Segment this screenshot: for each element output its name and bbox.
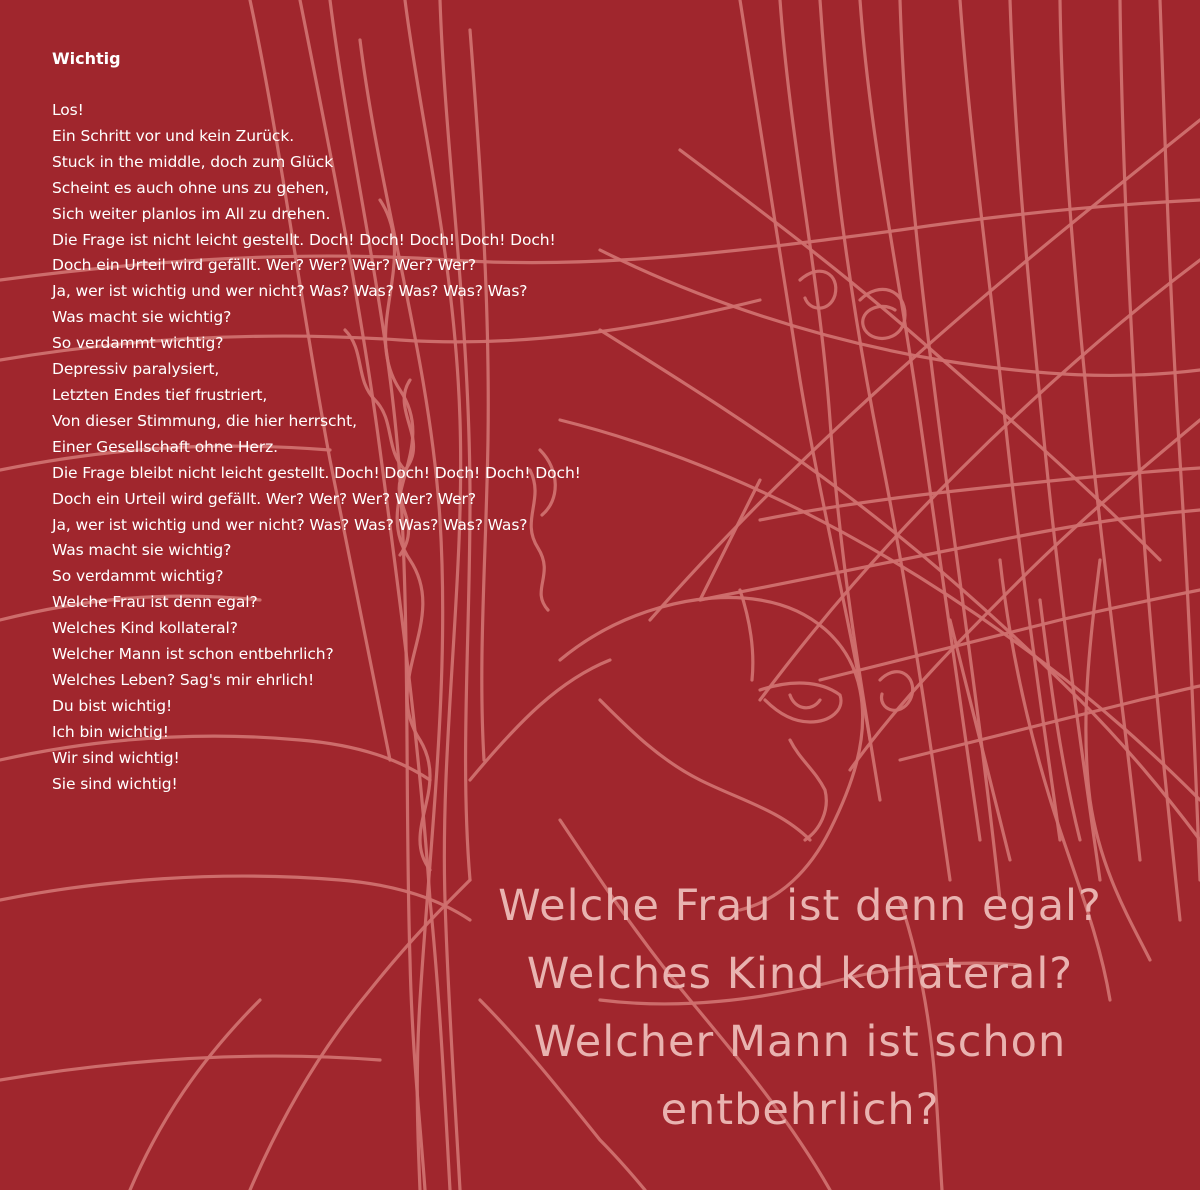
lyric-line: Letzten Endes tief frustriert, — [52, 385, 268, 404]
lyric-line: Die Frage bleibt nicht leicht gestellt. Doch! Doch! Doch! Doch! Doch! — [52, 463, 581, 482]
lyric-line: Los! — [52, 101, 84, 119]
song-title: Wichtig — [52, 49, 121, 68]
lyric-line: Du bist wichtig! — [52, 696, 173, 715]
lyric-line: Scheint es auch ohne uns zu gehen, — [52, 178, 330, 197]
pull-quote-line: entbehrlich? — [660, 1085, 940, 1135]
pull-quote-line: Welcher Mann ist schon — [533, 1017, 1067, 1067]
lyric-line: Doch ein Urteil wird gefällt. Wer? Wer? Wer? Wer? Wer? — [52, 256, 476, 275]
lyric-line: Welches Leben? Sag's mir ehrlich! — [52, 670, 315, 689]
pull-quote-line: Welche Frau ist denn egal? — [498, 881, 1102, 931]
lyric-line: Sich weiter planlos im All zu drehen. — [52, 204, 331, 223]
lyric-line: Was macht sie wichtig? — [52, 308, 232, 327]
lyrics-lines — [52, 98, 752, 797]
lyric-line: Sie sind wichtig! — [52, 774, 178, 793]
lyric-line: Welche Frau ist denn egal? — [52, 593, 258, 612]
lyric-line: Ein Schritt vor und kein Zurück. — [52, 126, 295, 145]
lyric-line: Welches Kind kollateral? — [52, 619, 238, 638]
lyric-line: Einer Gesellschaft ohne Herz. — [52, 437, 278, 456]
lyric-line: Wir sind wichtig! — [52, 748, 180, 767]
lyric-line: Ja, wer ist wichtig und wer nicht? Was? Was? Was? Was? Was? — [52, 515, 528, 534]
lyric-line: Depressiv paralysiert, — [52, 360, 220, 379]
lyric-line: Stuck in the middle, doch zum Glück — [52, 152, 334, 171]
lyric-line: Von dieser Stimmung, die hier herrscht, — [52, 411, 357, 430]
lyric-line: Ja, wer ist wichtig und wer nicht? Was? Was? Was? Was? Was? — [52, 282, 528, 301]
lyric-line: Doch ein Urteil wird gefällt. Wer? Wer? Wer? Wer? Wer? — [52, 489, 476, 508]
lyric-line: Die Frage ist nicht leicht gestellt. Doch! Doch! Doch! Doch! Doch! — [52, 230, 556, 249]
lyrics-block — [52, 48, 752, 797]
lyric-line: Was macht sie wichtig? — [52, 541, 232, 560]
pull-quote-line: Welches Kind kollateral? — [526, 949, 1074, 999]
lyric-line: So verdammt wichtig? — [52, 334, 224, 353]
lyric-line: So verdammt wichtig? — [52, 567, 224, 586]
lyric-line: Ich bin wichtig! — [52, 722, 169, 741]
lyric-line: Welcher Mann ist schon entbehrlich? — [52, 645, 334, 664]
pull-quote — [440, 872, 1160, 1144]
